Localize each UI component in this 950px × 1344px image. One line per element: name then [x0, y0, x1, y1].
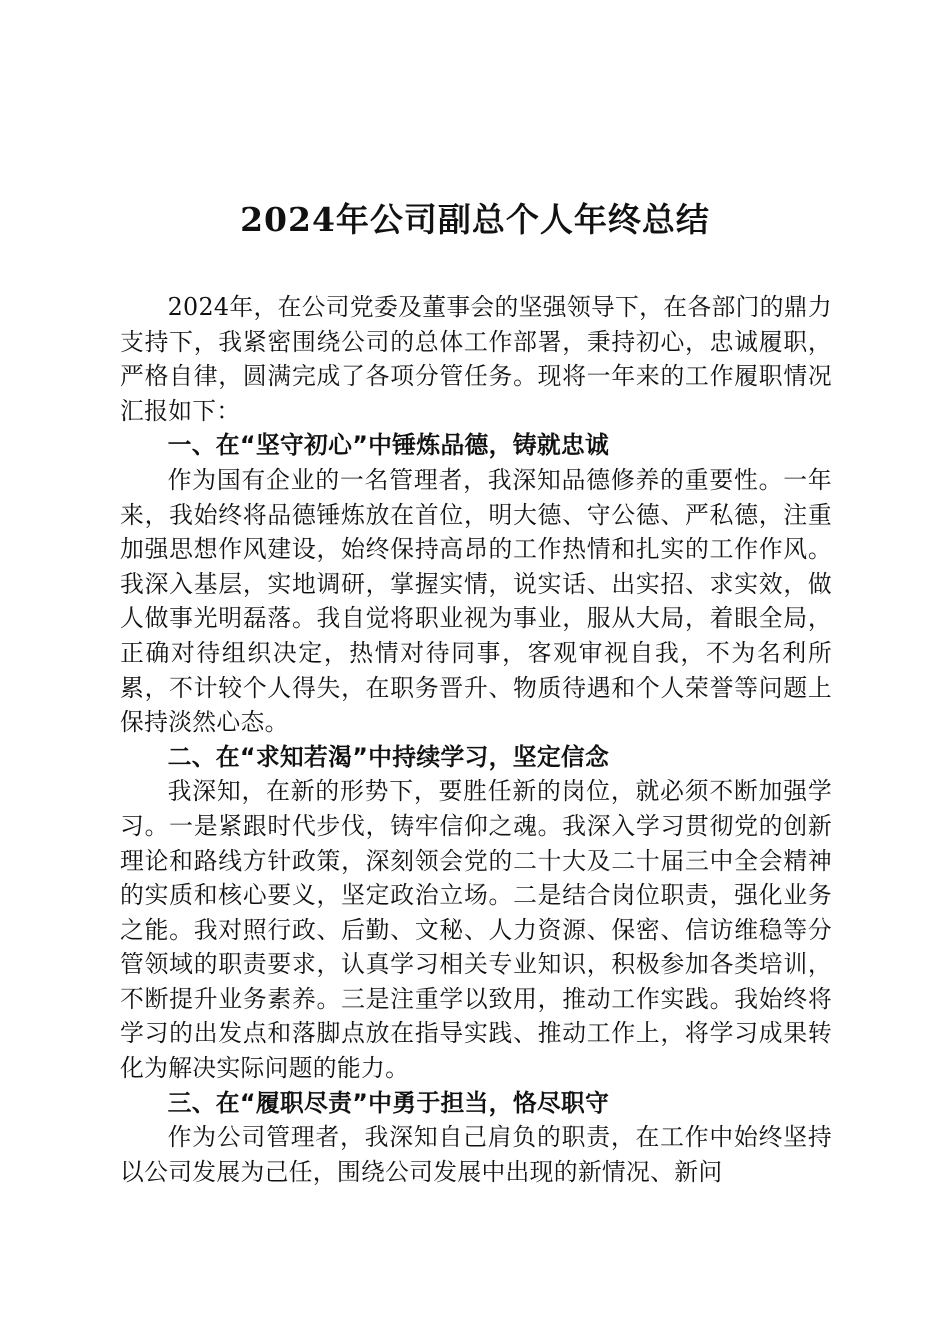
section-paragraph-2: 我深知，在新的形势下，要胜任新的岗位，就必须不断加强学习。一是紧跟时代步伐，铸牢信仰之魂。我深入学习贯彻党的创新理论和路线方针政策，深刻领会党的二十大及二十届三中全会精神的实质和核心要义，坚定政治立场。二是结合岗位职责，强化业务之能。我对照行政、后勤、文秘、人力资源、保密、信访维稳等分管领域的职责要求，认真学习相关专业知识，积极参加各类培训，不断提升业务素养。三是注重学以致用，推动工作实践。我始终将学习的出发点和落脚点放在指导实践、推动工作上，将学习成果转化为解决实际问题的能力。 [120, 777, 832, 1083]
document-body [120, 290, 832, 1189]
document-title: 2024年公司副总个人年终总结 [240, 200, 710, 239]
section-heading-3: 三、在“履职尽责”中勇于担当，恪尽职守 [167, 1088, 610, 1117]
section-heading-1: 一、在“坚守初心”中锤炼品德，铸就忠诚 [167, 431, 610, 460]
section-paragraph-3: 作为公司管理者，我深知自己肩负的职责，在工作中始终坚持以公司发展为己任，围绕公司发展中出现的新情况、新问 [120, 1123, 832, 1186]
section-paragraph-1: 作为国有企业的一名管理者，我深知品德修养的重要性。一年来，我始终将品德锤炼放在首位，明大德、守公德、严私德，注重加强思想作风建设，始终保持高昂的工作热情和扎实的工作作风。我深入基层，实地调研，掌握实情，说实话、出实招、求实效，做人做事光明磊落。我自觉将职业视为事业，服从大局，着眼全局，正确对待组织决定，热情对待同事，客观审视自我，不为名利所累，不计较个人得失，在职务晋升、物质待遇和个人荣誉等问题上保持淡然心态。 [120, 465, 832, 737]
intro-paragraph: 2024年，在公司党委及董事会的坚强领导下，在各部门的鼎力支持下，我紧密围绕公司的总体工作部署，秉持初心，忠诚履职，严格自律，圆满完成了各项分管任务。现将一年来的工作履职情况汇报如下： [120, 293, 832, 425]
section-heading-2: 二、在“求知若渴”中持续学习，坚定信念 [167, 742, 610, 771]
